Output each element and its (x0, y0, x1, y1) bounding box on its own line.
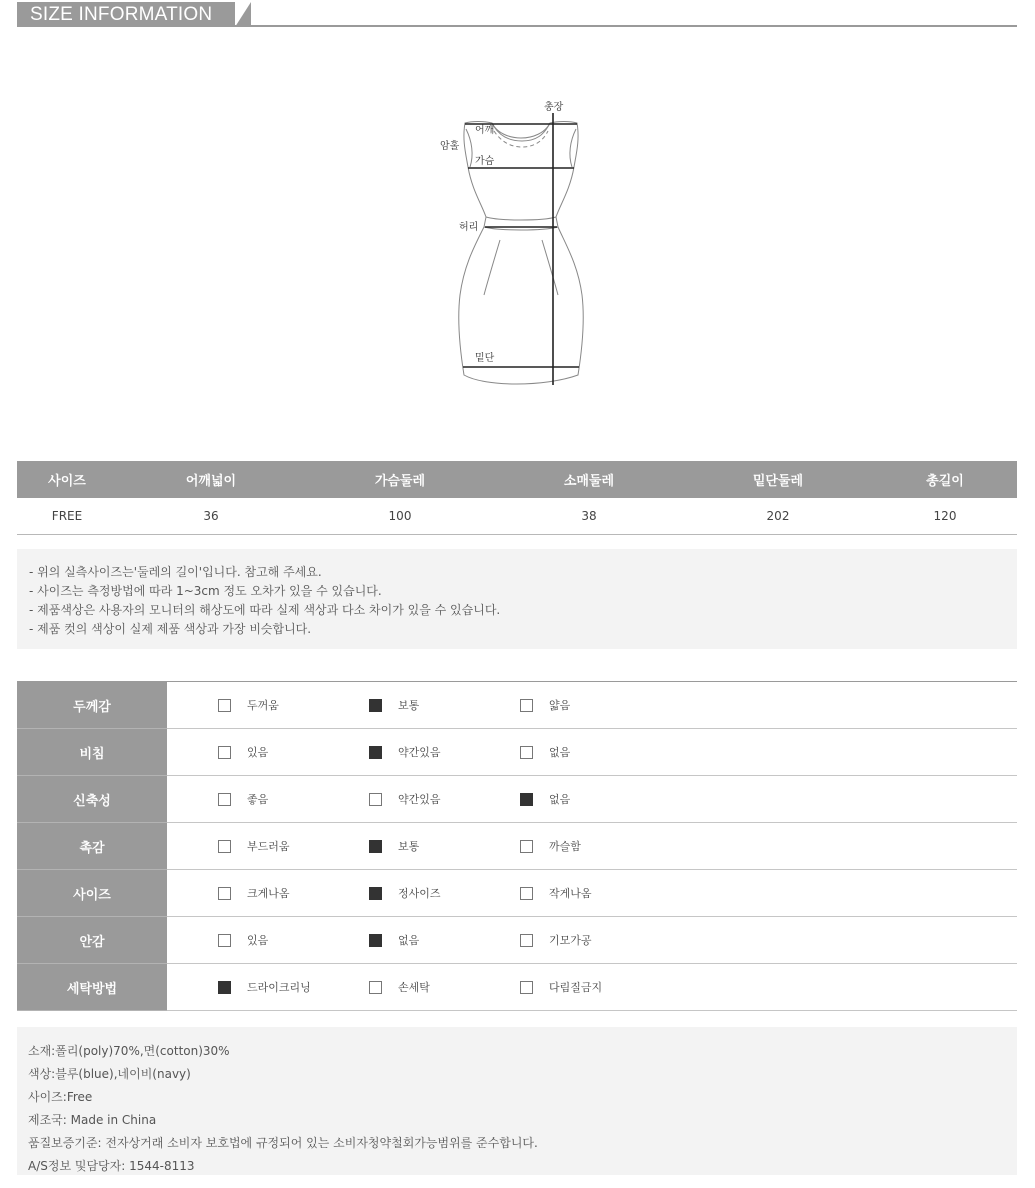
property-row (17, 776, 1017, 823)
option-label: 기모가공 (549, 934, 592, 947)
property-options (167, 870, 1017, 917)
checked-checkbox[interactable] (369, 840, 382, 853)
option-label: 보통 (398, 840, 420, 853)
cell-size: FREE (17, 498, 117, 534)
option-label: 좋음 (247, 793, 269, 806)
checked-checkbox[interactable] (520, 793, 533, 806)
option-label: 약간있음 (398, 793, 441, 806)
label-hem: 밑단 (475, 353, 495, 364)
note-line: - 사이즈는 측정방법에 따라 1~3cm 정도 오차가 있을 수 있습니다. (29, 584, 382, 598)
property-option[interactable] (218, 838, 290, 854)
option-label: 약간있음 (398, 746, 441, 759)
property-option[interactable] (369, 885, 441, 901)
property-option[interactable] (369, 979, 430, 995)
option-label: 드라이크리닝 (247, 981, 311, 994)
header-total-length: 총길이 (873, 461, 1017, 498)
checked-checkbox[interactable] (369, 934, 382, 947)
cell-total-length: 120 (873, 498, 1017, 534)
fabric-properties-table (17, 681, 1017, 1011)
property-options (167, 823, 1017, 870)
property-option[interactable] (218, 932, 268, 948)
property-row (17, 823, 1017, 870)
checkbox[interactable] (520, 981, 533, 994)
option-label: 정사이즈 (398, 887, 441, 900)
property-label: 신축성 (17, 776, 167, 823)
cell-hem: 202 (683, 498, 873, 534)
info-origin: 제조국: Made in China (28, 1113, 157, 1127)
option-label: 까슬함 (549, 840, 581, 853)
size-table-header (17, 461, 1017, 498)
option-label: 두꺼움 (247, 699, 279, 712)
option-label: 부드러움 (247, 840, 290, 853)
header-sleeve: 소매둘레 (495, 461, 683, 498)
checkbox[interactable] (520, 699, 533, 712)
property-row (17, 964, 1017, 1011)
measurement-notes (17, 549, 1017, 649)
label-chest: 가슴 (475, 156, 495, 167)
property-option[interactable] (520, 979, 602, 995)
label-total-length: 총장 (544, 102, 564, 113)
checkbox[interactable] (369, 793, 382, 806)
property-option[interactable] (520, 838, 581, 854)
note-line: - 제품색상은 사용자의 모니터의 해상도에 따라 실제 색상과 다소 차이가 있을 수 있습니다. (29, 603, 501, 617)
header-shoulder-width: 어깨넓이 (117, 461, 305, 498)
property-option[interactable] (369, 838, 419, 854)
option-label: 다림질금지 (549, 981, 603, 994)
property-option[interactable] (520, 885, 592, 901)
checkbox[interactable] (218, 887, 231, 900)
property-label: 사이즈 (17, 870, 167, 917)
property-option[interactable] (369, 791, 441, 807)
property-row (17, 917, 1017, 964)
property-row (17, 870, 1017, 917)
checkbox[interactable] (369, 981, 382, 994)
option-label: 없음 (549, 793, 571, 806)
property-option[interactable] (369, 697, 419, 713)
property-option[interactable] (218, 979, 311, 995)
property-option[interactable] (520, 744, 570, 760)
property-options (167, 682, 1017, 729)
table-row (17, 498, 1017, 534)
info-quality-guarantee: 품질보증기준: 전자상거래 소비자 보호법에 규정되어 있는 소비자청약철회가능범위를 준수합니다. (28, 1136, 538, 1150)
property-label: 두께감 (17, 682, 167, 729)
property-option[interactable] (369, 744, 441, 760)
checked-checkbox[interactable] (369, 746, 382, 759)
checkbox[interactable] (218, 934, 231, 947)
dress-measurement-diagram (430, 95, 600, 395)
label-armhole: 암홀 (440, 141, 460, 152)
checkbox[interactable] (218, 699, 231, 712)
product-info (17, 1027, 1017, 1175)
property-label: 안감 (17, 917, 167, 964)
cell-shoulder-width: 36 (117, 498, 305, 534)
property-option[interactable] (218, 697, 279, 713)
property-option[interactable] (520, 697, 570, 713)
info-size: 사이즈:Free (28, 1090, 93, 1104)
option-label: 작게나옴 (549, 887, 592, 900)
info-material: 소재:폴리(poly)70%,면(cotton)30% (28, 1044, 230, 1058)
label-waist: 허리 (459, 222, 479, 233)
option-label: 없음 (398, 934, 420, 947)
option-label: 손세탁 (398, 981, 430, 994)
checkbox[interactable] (218, 793, 231, 806)
cell-chest: 100 (305, 498, 495, 534)
property-options (167, 776, 1017, 823)
header-chest: 가슴둘레 (305, 461, 495, 498)
header-hem: 밑단둘레 (683, 461, 873, 498)
option-label: 없음 (549, 746, 571, 759)
property-options (167, 964, 1017, 1011)
option-label: 크게나옴 (247, 887, 290, 900)
property-label: 세탁방법 (17, 964, 167, 1011)
property-row (17, 682, 1017, 729)
checkbox[interactable] (520, 746, 533, 759)
checkbox[interactable] (520, 840, 533, 853)
property-label: 비침 (17, 729, 167, 776)
checked-checkbox[interactable] (369, 699, 382, 712)
property-option[interactable] (218, 885, 290, 901)
option-label: 보통 (398, 699, 420, 712)
checkbox[interactable] (520, 887, 533, 900)
info-color: 색상:블루(blue),네이비(navy) (28, 1067, 191, 1081)
checked-checkbox[interactable] (369, 887, 382, 900)
note-line: - 위의 실측사이즈는'둘레의 길이'입니다. 참고해 주세요. (29, 565, 322, 579)
option-label: 있음 (247, 746, 269, 759)
property-option[interactable] (218, 791, 268, 807)
property-option[interactable] (369, 932, 419, 948)
property-option[interactable] (520, 791, 570, 807)
info-as-contact: A/S정보 및담당자: 1544-8113 (28, 1159, 195, 1173)
checkbox[interactable] (520, 934, 533, 947)
property-option[interactable] (520, 932, 592, 948)
header-size: 사이즈 (17, 461, 117, 498)
section-title: SIZE INFORMATION (17, 2, 235, 27)
size-table (17, 461, 1017, 535)
property-options (167, 917, 1017, 964)
section-header (17, 0, 1017, 27)
property-row (17, 729, 1017, 776)
label-shoulder: 어깨 (475, 125, 495, 136)
note-line: - 제품 컷의 색상이 실제 제품 색상과 가장 비슷합니다. (29, 622, 312, 636)
checkbox[interactable] (218, 840, 231, 853)
checkbox[interactable] (218, 746, 231, 759)
property-options (167, 729, 1017, 776)
option-label: 있음 (247, 934, 269, 947)
cell-sleeve: 38 (495, 498, 683, 534)
property-option[interactable] (218, 744, 268, 760)
checked-checkbox[interactable] (218, 981, 231, 994)
option-label: 얇음 (549, 699, 571, 712)
property-label: 촉감 (17, 823, 167, 870)
